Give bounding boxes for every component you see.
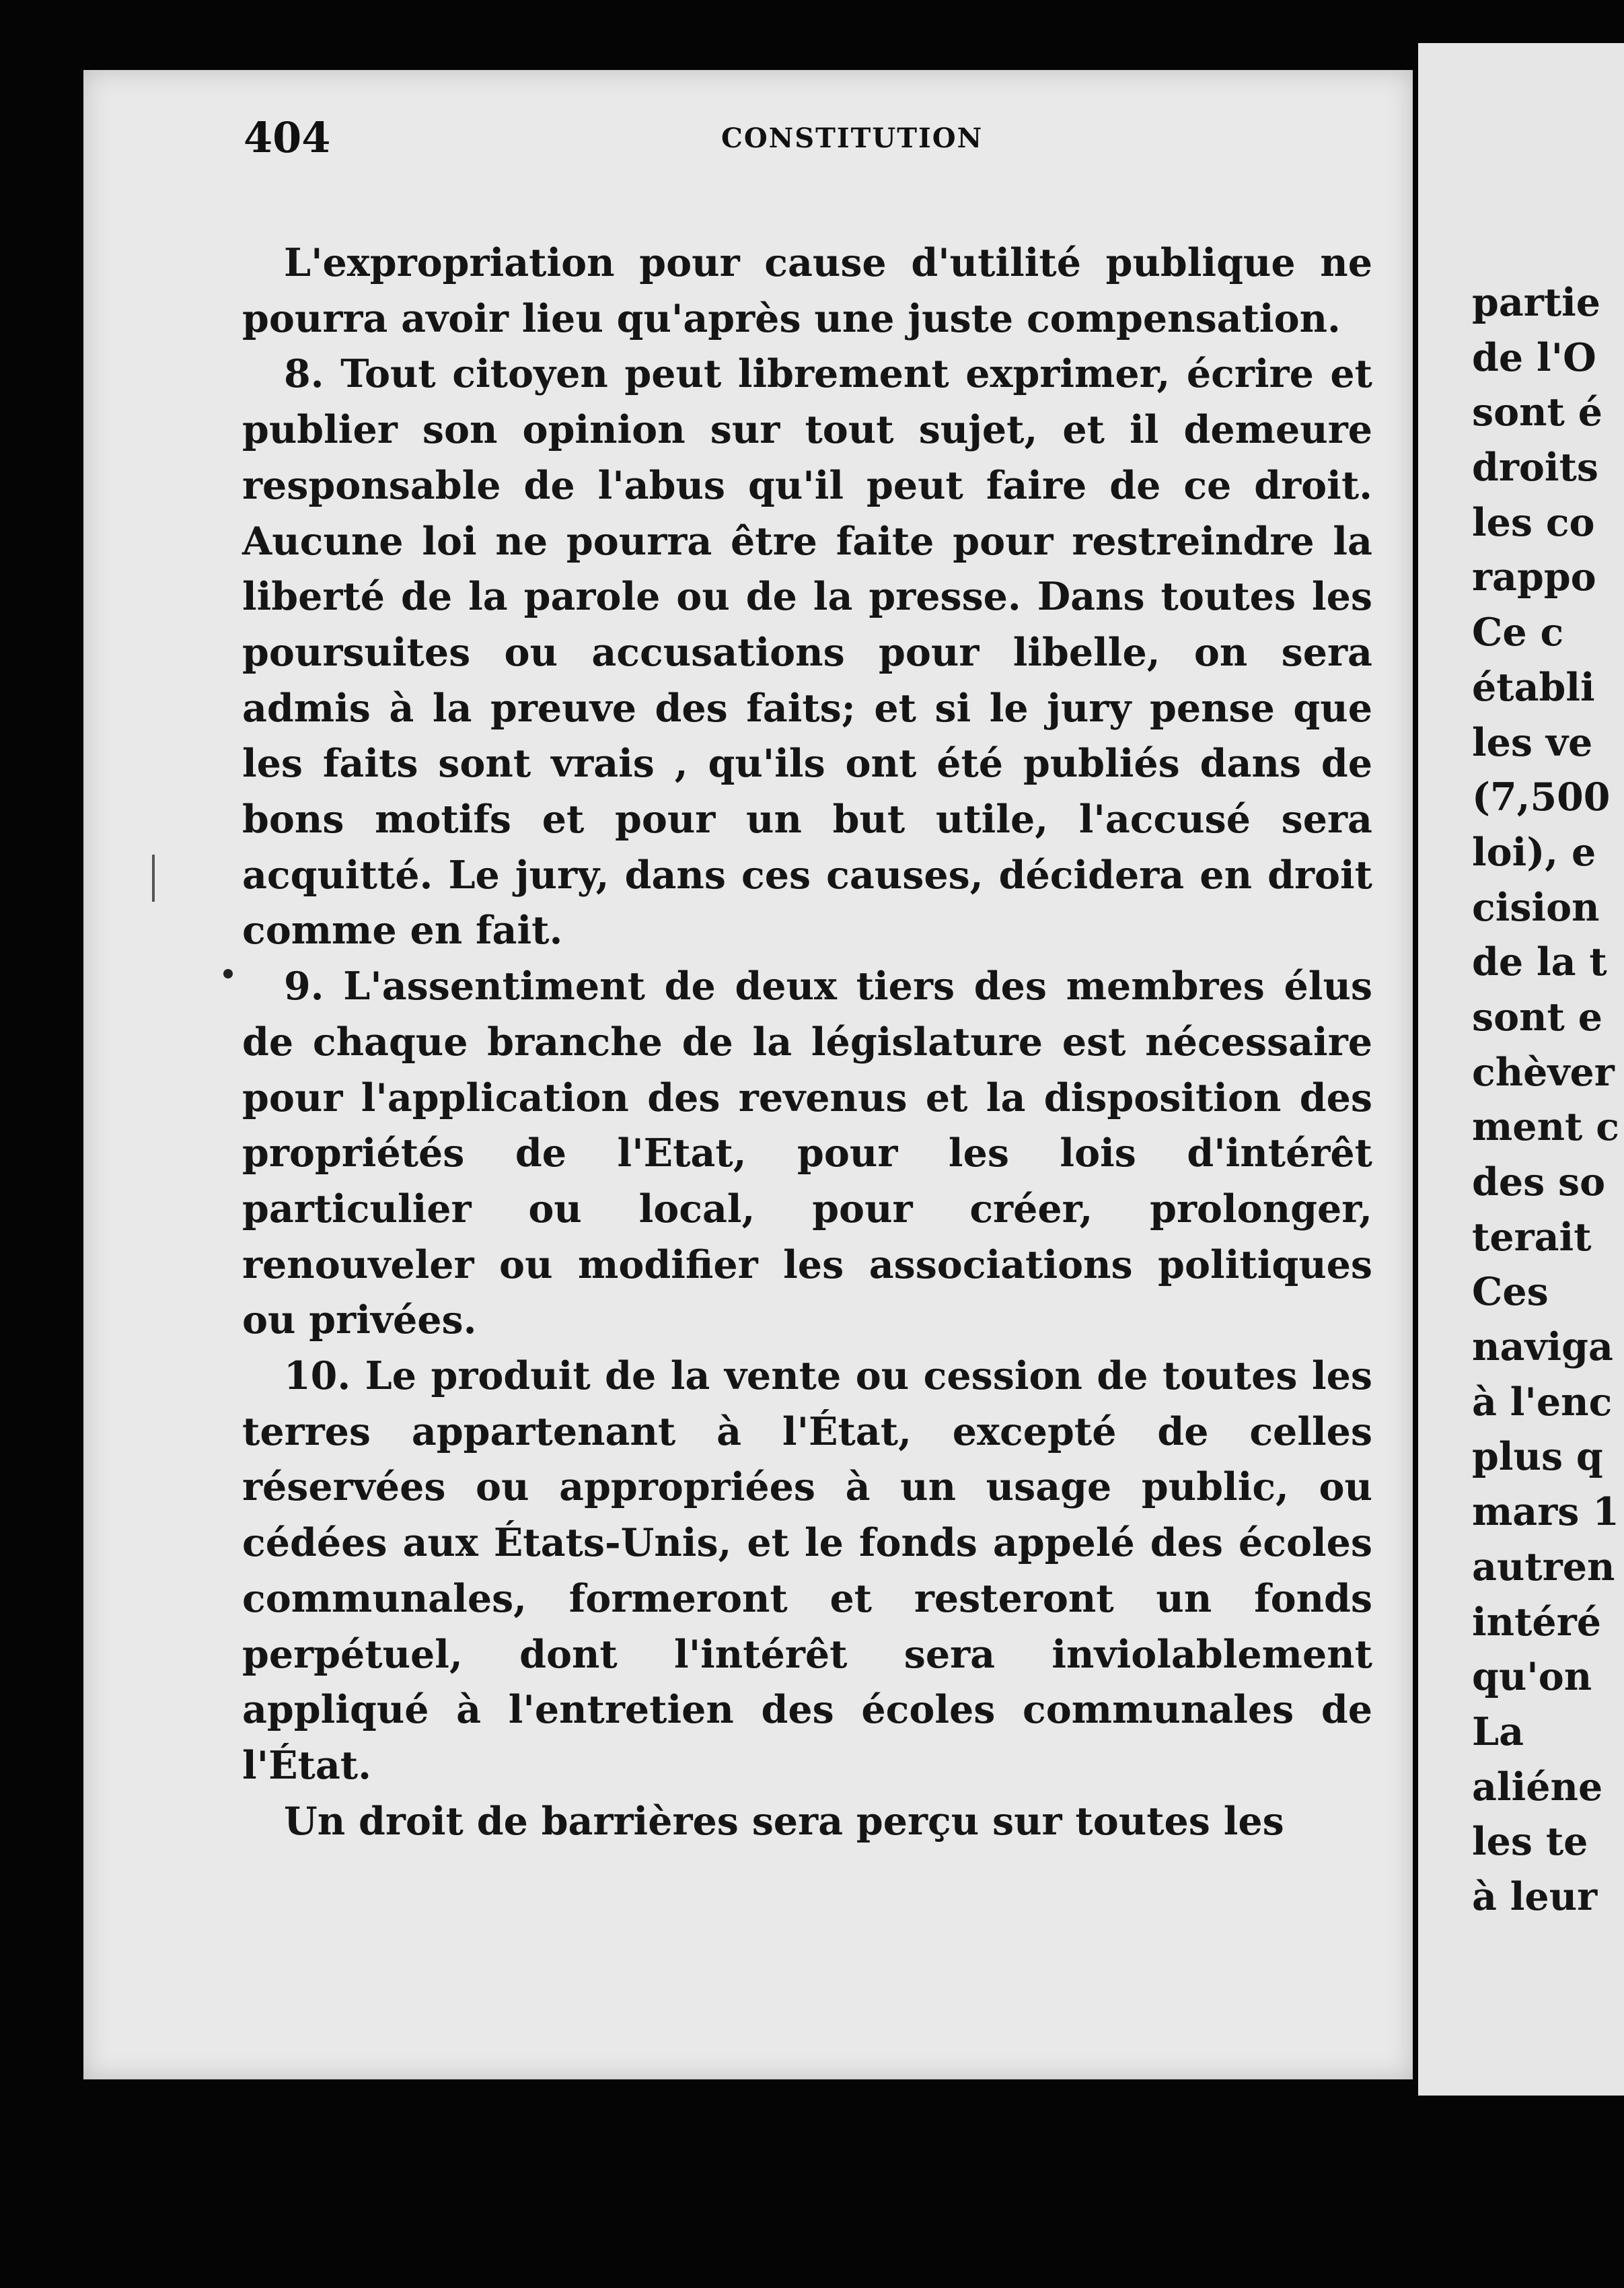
right-line: mars 1	[1472, 1489, 1619, 1535]
right-line: plus q	[1472, 1434, 1603, 1480]
right-line: partie	[1472, 280, 1601, 325]
right-line: les te	[1472, 1819, 1588, 1865]
right-line: cision	[1472, 884, 1600, 930]
right-line: Ces	[1472, 1269, 1549, 1315]
right-line: établi	[1472, 664, 1595, 710]
body-text	[242, 236, 1372, 1849]
right-line: à l'enc	[1472, 1379, 1613, 1425]
page-header	[244, 113, 1387, 174]
right-line: La	[1472, 1709, 1524, 1754]
right-line: Ce c	[1472, 610, 1564, 655]
right-line: les ve	[1472, 719, 1593, 765]
right-page-text	[1472, 275, 1619, 1925]
paragraph-article-8: 8. Tout citoyen peut librement exprimer, écrire et publier son opinion sur tout sujet, et il demeure responsable de l'abus qu'il peut faire de ce droit. Aucune loi ne pourra être faite pour restreindre la liberté de la parole ou de la presse. Dans toutes les poursuites ou accusations pour libelle, on sera admis à la preuve des faits; et si le jury pense que les faits sont vrais , qu'ils ont été publiés dans de bons motifs et pour un but utile, l'accusé sera acquitté. Le jury, dans ces causes, décidera en droit comme en fait.	[242, 351, 1372, 954]
right-line: qu'on	[1472, 1654, 1592, 1700]
right-line: les co	[1472, 499, 1595, 545]
right-line: terait	[1472, 1214, 1592, 1260]
right-line: à leur	[1472, 1873, 1598, 1919]
right-page	[1418, 43, 1624, 2096]
right-line: intéré	[1472, 1599, 1601, 1645]
margin-mark	[152, 855, 155, 902]
right-line: autren	[1472, 1544, 1615, 1589]
right-line: loi), e	[1472, 829, 1596, 875]
right-line: aliéne	[1472, 1764, 1603, 1810]
right-line: naviga	[1472, 1324, 1613, 1370]
right-line: chèver	[1472, 1049, 1615, 1095]
paragraph-article-9: 9. L'assentiment de deux tiers des membres élus de chaque branche de la législature est nécessaire pour l'application des revenus et la disposition des propriétés de l'Etat, pour les lois d'intérêt particulier ou local, pour créer, prolonger, renouveler ou modifier les associations politiques ou privées.	[242, 964, 1372, 1343]
page-number: 404	[244, 113, 331, 162]
paragraph-article-10: 10. Le produit de la vente ou cession de toutes les terres appartenant à l'État, excepté de celles réservées ou appropriées à un usage public, ou cédées aux États-Unis, et le fonds appelé des écoles communales, formeront et resteront un fonds perpétuel, dont l'intérêt sera inviolablement appliqué à l'entretien des écoles communales de l'État.	[242, 1353, 1372, 1788]
right-line: de l'O	[1472, 334, 1596, 380]
right-line: sont e	[1472, 994, 1602, 1040]
paragraph-expropriation: L'expropriation pour cause d'utilité publique ne pourra avoir lieu qu'après une juste compensation.	[242, 240, 1372, 341]
running-head: CONSTITUTION	[721, 122, 984, 154]
right-line: de la t	[1472, 939, 1607, 985]
right-line: ment c	[1472, 1104, 1619, 1150]
right-line: droits	[1472, 445, 1598, 491]
right-line: des so	[1472, 1159, 1606, 1205]
right-line: (7,500	[1472, 775, 1611, 820]
right-line: sont é	[1472, 390, 1602, 435]
right-line: rappo	[1472, 555, 1596, 600]
ink-speck	[223, 969, 233, 978]
paragraph-barrieres: Un droit de barrières sera perçu sur toutes les	[284, 1798, 1284, 1844]
